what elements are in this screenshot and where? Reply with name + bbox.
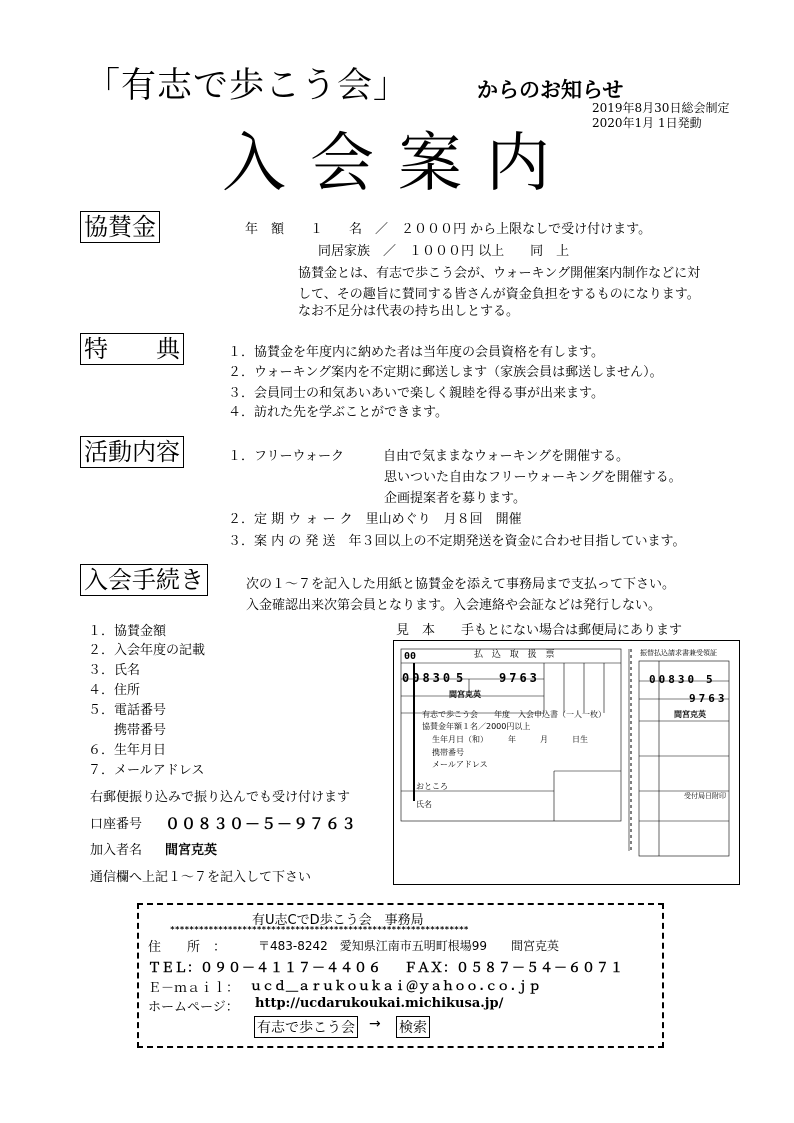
field-item: ２．入会年度の記載 (88, 643, 206, 658)
arrow-icon: → (369, 1016, 381, 1032)
slip-memo-title: 有志で歩こう会 年度 入会申込書（一人一枚） (422, 710, 606, 719)
from-notice: からのお知らせ (477, 78, 624, 102)
slip-code-prefix: 00 (404, 651, 417, 662)
field-item: ４．住所 (88, 683, 141, 698)
office-address: 〒483-8242 愛知県江南市五明町根場99 間宮克英 (258, 939, 560, 953)
field-item: 携帯番号 (88, 723, 167, 738)
slip-account-left: 00830 (402, 671, 454, 685)
homepage-label: ホームページ： (148, 1000, 239, 1015)
main-title: 入会案内 (222, 127, 574, 201)
field-item: ７．メールアドレス (88, 763, 205, 778)
tel-number: ０９０－４１１７－４４０６ (200, 961, 383, 976)
holder-label: 加入者名 (90, 843, 143, 858)
slip-holder: 間宮克英 (449, 690, 481, 699)
receipt-account-left: 00830 (649, 673, 698, 686)
account-label: 口座番号 (90, 817, 143, 832)
slip-memo-mobile: 携帯番号 (432, 748, 464, 757)
fee-line-2: 同居家族 ／ １０００円 以上 同 上 (318, 244, 570, 259)
activity-item: 企画提案者を募ります。 (228, 491, 526, 506)
slip-title: 払 込 取 扱 票 (474, 650, 558, 660)
field-item: ６．生年月日 (88, 743, 167, 758)
slip-memo-mail: メールアドレス (432, 760, 488, 769)
sponsorship-heading: 協賛金 (80, 211, 160, 243)
field-item: １．協賛金額 (88, 624, 167, 639)
procedure-heading: 入会手続き (80, 564, 208, 596)
search-term-box[interactable]: 有志で歩こう会 (254, 1016, 358, 1038)
account-number: ００８３０－５－９７６３ (165, 815, 358, 833)
date-effective: 2020年1月 1日発動 (592, 116, 702, 130)
sponsorship-desc-2: して、その趣旨に賛同する皆さんが資金負担をするものになります。 (298, 287, 700, 302)
sponsorship-desc-1: 協賛金とは、有志で歩こう会が、ウォーキング開催案内制作などに対 (298, 266, 701, 281)
procedure-intro-1: 次の１～７を記入した用紙と協賛金を添えて事務局まで支払って下さい。 (246, 577, 676, 592)
fax-label: ＦＡＸ： (404, 961, 457, 976)
memo-note: 通信欄へ上記１～７を記入して下さい (90, 870, 312, 885)
office-title: 有U志CでD歩こう会 事務局 (252, 913, 424, 928)
activity-item: １．フリーウォーク 自由で気ままなウォーキングを開催する。 (228, 449, 630, 464)
benefit-item: １．協賛金を年度内に納めた者は当年度の会員資格を有します。 (228, 345, 604, 360)
slip-account-mid: 5 (456, 671, 464, 685)
sample-label: 見 本 手もとにない場合は郵便局にあります (396, 623, 683, 638)
activity-item: 思いついた自由なフリーウォーキングを開催する。 (228, 470, 682, 485)
transfer-note: 右郵便振り込みで振り込んでも受け付けます (90, 790, 351, 805)
field-item: ５．電話番号 (88, 703, 167, 718)
benefit-item: ３．会員同士の和気あいあいで楽しく親睦を得る事が出来ます。 (228, 386, 604, 401)
benefit-item: ２．ウォーキング案内を不定期に郵送します（家族会員は郵送しません）。 (228, 365, 663, 380)
homepage-url[interactable]: http://ucdarukoukai.michikusa.jp/ (255, 996, 504, 1011)
activity-item: ２．定 期 ウ ォ ー ク 里山めぐり 月８回 開催 (228, 512, 522, 527)
org-title: 「有志で歩こう会」 (85, 66, 410, 106)
receipt-account-right: 9763 (689, 692, 728, 705)
slip-name: 氏名 (416, 800, 432, 809)
fee-line-1: 年 額 １ 名 ／ ２０００円 から上限なしで受け付けます。 (245, 222, 652, 237)
address-label: 住 所 ： (148, 940, 227, 955)
fax-number: ０５８７－５４－６０７１ (456, 961, 625, 976)
field-item: ３．氏名 (88, 663, 141, 678)
activities-heading: 活動内容 (80, 436, 184, 468)
tel-label: ＴＥＬ： (148, 961, 201, 976)
procedure-intro-2: 入金確認出来次第会員となります。入会連絡や会証などは発行しない。 (246, 598, 661, 613)
activity-item: ３．案 内 の 発 送 年３回以上の不定期発送を資金に合わせ目指しています。 (228, 534, 686, 549)
email-label: Ｅ－ｍａｉｌ： (148, 981, 240, 996)
office-stars: ************************************************************** (170, 925, 469, 934)
slip-account-right: 9763 (499, 671, 540, 685)
sponsorship-desc-3: なお不足分は代表の持ち出しとする。 (298, 304, 520, 319)
sample-payment-slip (393, 640, 740, 885)
date-established: 2019年8月30日総会制定 (592, 101, 730, 115)
search-button[interactable]: 検索 (396, 1016, 430, 1038)
holder-name: 間宮克英 (165, 843, 218, 858)
slip-memo-fee: 協賛金年額１名／2000円以上 (422, 722, 531, 731)
benefits-heading: 特 典 (80, 333, 184, 365)
receipt-account-mid: 5 (706, 673, 713, 686)
email-address[interactable]: ｕｃｄ＿ａｒｕｋｏｕｋａｉ＠ｙａｈｏｏ.ｃｏ.ｊｐ (250, 979, 541, 993)
slip-address: おところ (416, 782, 448, 791)
receipt-holder: 間宮克英 (674, 710, 706, 719)
benefit-item: ４．訪れた先を学ぶことができます。 (228, 405, 448, 420)
slip-memo-birth: 生年月日（和） 年 月 日生 (432, 735, 588, 744)
receipt-stamp: 受付局日附印 (684, 792, 726, 800)
receipt-title: 振替払込請求書兼受領証 (640, 649, 717, 657)
